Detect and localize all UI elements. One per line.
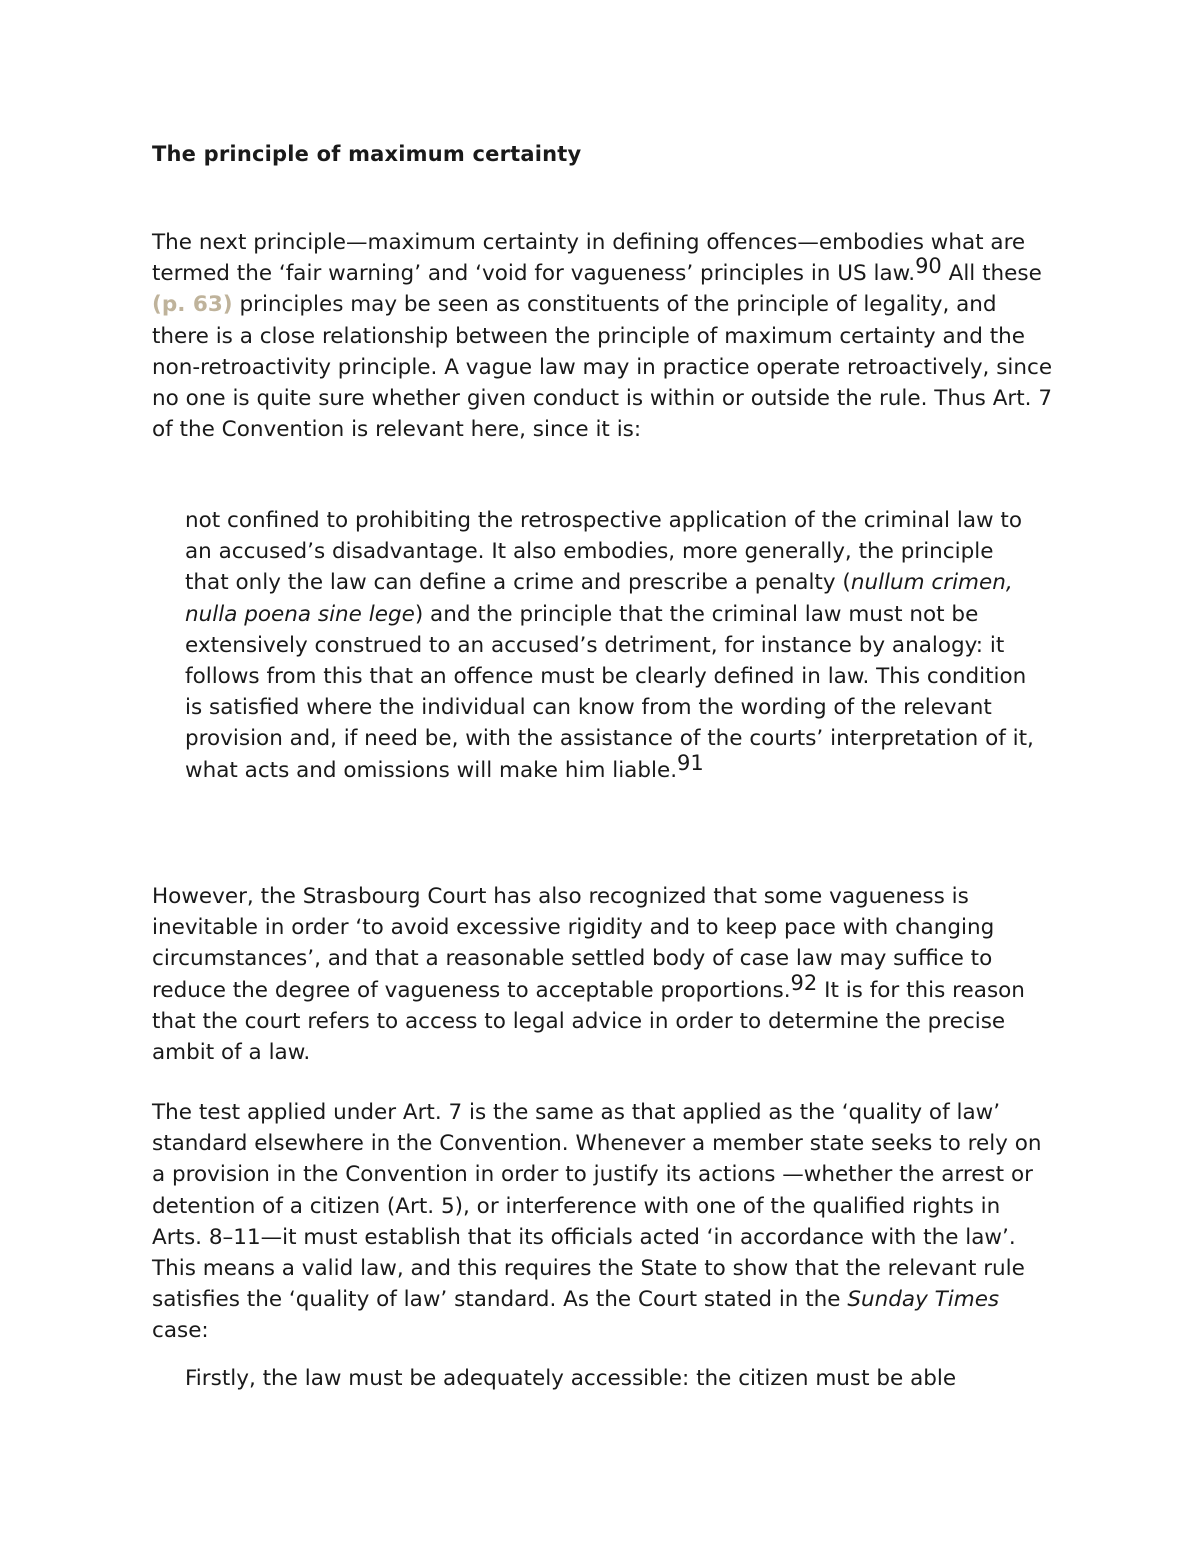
footnote-ref-90[interactable]: 90 (915, 254, 942, 279)
paragraph-3-text-a: The test applied under Art. 7 is the same as that applied as the ‘quality of law’ standard elsewhere in the Convention. Whenever a member state seeks to rely on a provision in the Convention in order to justify its actions —whether the arrest or detention of a citizen (Art. 5), or interference with one of the qualified rights in Arts. 8–11—it must establish that its officials acted ‘in accordance with the law’. This means a valid law, and this requires the State to show that the relevant rule satisfies the ‘quality of law’ standard. As the Court stated in the (152, 1100, 1042, 1313)
paragraph-1 (152, 227, 1057, 445)
paragraph-3 (152, 1097, 1057, 1347)
footnote-ref-91[interactable]: 91 (677, 750, 704, 775)
section-heading: The principle of maximum certainty (152, 142, 582, 166)
paragraph-2 (152, 881, 1057, 1068)
page-reference: (p. 63) (152, 292, 233, 318)
paragraph-2-text-b: It is for this reason that the court refers to access to legal advice in order to determine the precise ambit of a law. (152, 977, 1025, 1066)
block-quote-1 (185, 505, 1035, 786)
case-name: Sunday Times (847, 1287, 1000, 1313)
latin-maxim: nullum crimen, nulla poena sine lege (185, 570, 1013, 627)
block-quote-1-text-b: ) and the principle that the criminal law must not be extensively construed to an accused’s detriment, for instance by analogy: it follows from this that an offence must be clearly defined in law. This condition is satisfied where the individual can know from the wording of the relevant provision and, if need be, with the assistance of the courts’ interpretation of it, what acts and omissions will make him liable. (185, 601, 1034, 783)
paragraph-1-text-c: principles may be seen as constituents of the principle of legality, and there is a close relationship between the principle of maximum certainty and the non-retroactivity principle. A vague law may in practice operate retroactively, since no one is quite sure whether given conduct is within or outside the rule. Thus Art. 7 of the Convention is relevant here, since it is: (152, 292, 1053, 443)
paragraph-2-text-a: However, the Strasbourg Court has also recognized that some vagueness is inevitable in order ‘to avoid excessive rigidity and to keep pace with changing circumstances’, and that a reasonable settled body of case law may suffice to reduce the degree of vagueness to acceptable proportions. (152, 884, 995, 1003)
paragraph-3-text-b: case: (152, 1318, 209, 1344)
block-quote-2: Firstly, the law must be adequately accessible: the citizen must be able (185, 1366, 957, 1391)
footnote-ref-92[interactable]: 92 (790, 970, 818, 995)
paragraph-1-text-b: All these (941, 261, 1042, 287)
block-quote-1-text-a: not confined to prohibiting the retrospective application of the criminal law to an accused’s disadvantage. It also embodies, more generally, the principle that only the law can define a crime and prescribe a penalty ( (185, 508, 1023, 596)
paragraph-1-text-a: The next principle—maximum certainty in defining offences—embodies what are termed the ‘fair warning’ and ‘void for vagueness’ principles in US law. (152, 230, 1026, 287)
